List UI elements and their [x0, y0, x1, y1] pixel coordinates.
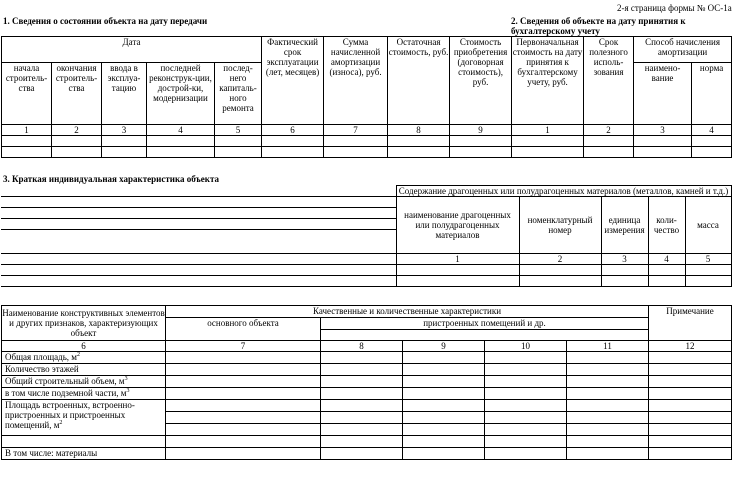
annexed-header: пристроенных помещений и др. — [321, 318, 649, 330]
empty-cell[interactable] — [147, 147, 215, 158]
col-number: 4 — [147, 125, 215, 136]
empty-cell[interactable] — [648, 276, 685, 287]
empty-cell[interactable] — [403, 448, 485, 460]
col-construction-start: начала строитель-ства — [2, 63, 52, 125]
empty-cell[interactable] — [215, 147, 262, 158]
characteristics-line[interactable] — [1, 230, 396, 254]
empty-cell[interactable] — [685, 276, 731, 287]
empty-cell[interactable] — [396, 276, 519, 287]
col-number: 7 — [324, 125, 388, 136]
col-number: 1 — [2, 125, 52, 136]
empty-cell[interactable] — [166, 412, 321, 424]
empty-cell[interactable] — [324, 136, 388, 147]
col-number: 3 — [102, 125, 147, 136]
col-number: 8 — [321, 341, 403, 352]
empty-cell[interactable] — [321, 376, 403, 388]
empty-cell[interactable] — [403, 400, 485, 412]
col-number: 8 — [388, 125, 450, 136]
table-row — [2, 136, 732, 147]
unit-header: единица измерения — [601, 197, 648, 254]
empty-cell[interactable] — [685, 265, 731, 276]
spacer-cell — [485, 330, 567, 341]
section1-title: 1. Сведения о состоянии объекта на дату передачи — [3, 16, 208, 26]
useful-life-header: Срок полезного исполь-зования — [584, 37, 634, 125]
empty-cell[interactable] — [512, 147, 584, 158]
note-header: Примечание — [649, 306, 732, 341]
col-construction-end: окончания строитель-ства — [52, 63, 102, 125]
empty-cell[interactable] — [2, 136, 52, 147]
empty-cell[interactable] — [519, 265, 601, 276]
empty-cell[interactable] — [485, 424, 567, 436]
method-header: Способ начисления амортизации — [634, 37, 732, 63]
empty-cell[interactable] — [166, 376, 321, 388]
empty-cell[interactable] — [567, 436, 649, 448]
empty-cell[interactable] — [321, 436, 403, 448]
empty-cell[interactable] — [166, 400, 321, 412]
empty-cell[interactable] — [601, 276, 648, 287]
section2-title: 2. Сведения об объекте на дату принятия к бухгалтерскому учету — [511, 16, 686, 36]
object-state-table — [1, 36, 732, 158]
empty-cell[interactable] — [512, 136, 584, 147]
col-number: 3 — [601, 254, 648, 265]
row-materials: В том числе: материалы — [2, 448, 166, 460]
empty-cell[interactable] — [649, 352, 732, 364]
table-row — [2, 352, 732, 364]
empty-cell[interactable] — [450, 147, 512, 158]
empty-cell[interactable] — [321, 448, 403, 460]
col-number: 5 — [215, 125, 262, 136]
empty-cell[interactable] — [567, 424, 649, 436]
empty-cell[interactable] — [321, 424, 403, 436]
empty-cell[interactable] — [567, 364, 649, 376]
col-number: 9 — [450, 125, 512, 136]
individual-characteristics-table — [1, 185, 732, 287]
col-number: 10 — [485, 341, 567, 352]
empty-cell[interactable] — [567, 376, 649, 388]
empty-cell[interactable] — [403, 388, 485, 400]
precious-header: Содержание драгоценных или полудрагоценных материалов (металлов, камней и т.д.) — [396, 186, 731, 197]
empty-cell[interactable] — [485, 400, 567, 412]
empty-cell[interactable] — [485, 412, 567, 424]
empty-cell[interactable] — [52, 136, 102, 147]
method-rate-header: норма — [692, 63, 732, 125]
row-builtin-area: Площадь встроенных, встроенно- пристроенных и пристроенных помещений, $м^2$ — [2, 400, 166, 436]
spacer-cell — [567, 330, 649, 341]
constructive-elements-table — [1, 305, 732, 460]
empty-cell[interactable] — [649, 388, 732, 400]
row-floors: Количество этажей — [2, 364, 166, 376]
mass-header: масса — [685, 197, 731, 254]
table-row — [2, 436, 732, 448]
characteristics-line[interactable] — [1, 276, 396, 287]
characteristics-line[interactable] — [1, 219, 396, 230]
depreciation-sum-header: Сумма начисленной амортизации (износа), руб. — [324, 37, 388, 125]
empty-cell[interactable] — [396, 265, 519, 276]
empty-cell[interactable] — [649, 364, 732, 376]
empty-cell[interactable] — [567, 448, 649, 460]
col-number: 5 — [685, 254, 731, 265]
empty-cell[interactable] — [403, 424, 485, 436]
col-number: 11 — [567, 341, 649, 352]
table-row — [2, 388, 732, 400]
empty-cell[interactable] — [2, 436, 166, 448]
characteristics-line[interactable] — [1, 208, 396, 219]
spacer-cell — [403, 330, 485, 341]
empty-cell[interactable] — [403, 352, 485, 364]
col-number: 12 — [649, 341, 732, 352]
table-row — [2, 147, 732, 158]
row-underground: в том числе подземной части, $м^3$ — [2, 388, 166, 400]
empty-cell[interactable] — [567, 388, 649, 400]
empty-cell[interactable] — [584, 136, 634, 147]
empty-cell[interactable] — [634, 136, 692, 147]
empty-cell[interactable] — [601, 265, 648, 276]
col-number: 2 — [519, 254, 601, 265]
empty-cell[interactable] — [649, 436, 732, 448]
form-page-label: 2-я страница формы № ОС-1а — [617, 3, 732, 13]
col-number: 9 — [403, 341, 485, 352]
empty-cell[interactable] — [403, 412, 485, 424]
empty-cell[interactable] — [567, 400, 649, 412]
empty-cell[interactable] — [102, 136, 147, 147]
col-number: 7 — [166, 341, 321, 352]
empty-cell[interactable] — [321, 388, 403, 400]
empty-cell[interactable] — [166, 448, 321, 460]
empty-cell[interactable] — [485, 388, 567, 400]
empty-cell[interactable] — [102, 147, 147, 158]
empty-cell[interactable] — [649, 400, 732, 412]
empty-cell[interactable] — [147, 136, 215, 147]
empty-cell[interactable] — [403, 376, 485, 388]
col-number: 4 — [648, 254, 685, 265]
qual-header: Качественные и количественные характеристики — [166, 306, 649, 318]
col-last-repair: послед-него капиталь-ного ремонта — [215, 63, 262, 125]
elements-header: Наименование конструктивных элементов и других признаков, характеризующих объект — [2, 306, 166, 341]
empty-cell[interactable] — [262, 147, 324, 158]
empty-cell[interactable] — [166, 436, 321, 448]
empty-cell[interactable] — [692, 136, 732, 147]
col-number: 2 — [52, 125, 102, 136]
col-number: 1 — [396, 254, 519, 265]
main-object-header: основного объекта — [166, 318, 321, 341]
empty-cell[interactable] — [321, 400, 403, 412]
method-name-header: наимено-вание — [634, 63, 692, 125]
empty-cell[interactable] — [649, 448, 732, 460]
empty-cell[interactable] — [649, 376, 732, 388]
empty-cell[interactable] — [692, 147, 732, 158]
col-commissioning: ввода в эксплуа-тацию — [102, 63, 147, 125]
empty-cell[interactable] — [567, 412, 649, 424]
empty-cell[interactable] — [215, 136, 262, 147]
empty-cell[interactable] — [166, 424, 321, 436]
empty-cell[interactable] — [519, 276, 601, 287]
row-total-area: Общая площадь, $м^2$ — [2, 352, 166, 364]
empty-cell[interactable] — [52, 147, 102, 158]
empty-cell[interactable] — [166, 352, 321, 364]
table-row — [2, 376, 732, 388]
empty-cell[interactable] — [485, 436, 567, 448]
col-number: 6 — [262, 125, 324, 136]
precious-name-header: наименование драгоценных или полудрагоценных материалов — [396, 197, 519, 254]
empty-cell[interactable] — [2, 147, 52, 158]
actual-term-header: Фактический срок эксплуатации (лет, месяцев) — [262, 37, 324, 125]
empty-cell[interactable] — [388, 136, 450, 147]
empty-cell[interactable] — [485, 448, 567, 460]
empty-cell[interactable] — [403, 364, 485, 376]
empty-cell[interactable] — [649, 424, 732, 436]
empty-cell[interactable] — [485, 376, 567, 388]
empty-cell[interactable] — [403, 436, 485, 448]
col-number: 2 — [584, 125, 634, 136]
quantity-header: коли-чество — [648, 197, 685, 254]
table-row — [2, 364, 732, 376]
empty-cell[interactable] — [262, 136, 324, 147]
characteristics-line[interactable] — [1, 254, 396, 265]
col-number: 6 — [2, 341, 166, 352]
col-number: 3 — [634, 125, 692, 136]
empty-cell[interactable] — [166, 364, 321, 376]
characteristics-line[interactable] — [1, 265, 396, 276]
empty-cell[interactable] — [485, 364, 567, 376]
empty-cell[interactable] — [321, 364, 403, 376]
empty-cell[interactable] — [324, 147, 388, 158]
row-total-volume: Общий строительный объем, $м^3$ — [2, 376, 166, 388]
date-header: Дата — [2, 37, 262, 63]
empty-cell[interactable] — [388, 147, 450, 158]
table-row — [2, 448, 732, 460]
col-number: 1 — [512, 125, 584, 136]
characteristics-line[interactable] — [1, 197, 396, 208]
empty-cell[interactable] — [321, 412, 403, 424]
empty-cell[interactable] — [584, 147, 634, 158]
empty-cell[interactable] — [485, 352, 567, 364]
empty-cell[interactable] — [648, 265, 685, 276]
characteristics-line[interactable] — [1, 186, 396, 197]
residual-value-header: Остаточная стоимость, руб. — [388, 37, 450, 125]
col-number: 4 — [692, 125, 732, 136]
initial-cost-header: Первоначальная стоимость на дату принятия к бухгалтерскому учету, руб. — [512, 37, 584, 125]
empty-cell[interactable] — [649, 412, 732, 424]
col-last-reconstruction: последней реконструк-ции, дострой-ки, модернизации — [147, 63, 215, 125]
empty-cell[interactable] — [567, 352, 649, 364]
empty-cell[interactable] — [634, 147, 692, 158]
spacer-cell — [321, 330, 403, 341]
acquisition-cost-header: Стоимость приобретения (договорная стоимость), руб. — [450, 37, 512, 125]
empty-cell[interactable] — [450, 136, 512, 147]
empty-cell[interactable] — [321, 352, 403, 364]
nomenclature-header: номенклатурный номер — [519, 197, 601, 254]
table-row — [2, 400, 732, 412]
section3-title: 3. Краткая индивидуальная характеристика объекта — [3, 174, 219, 184]
empty-cell[interactable] — [166, 388, 321, 400]
